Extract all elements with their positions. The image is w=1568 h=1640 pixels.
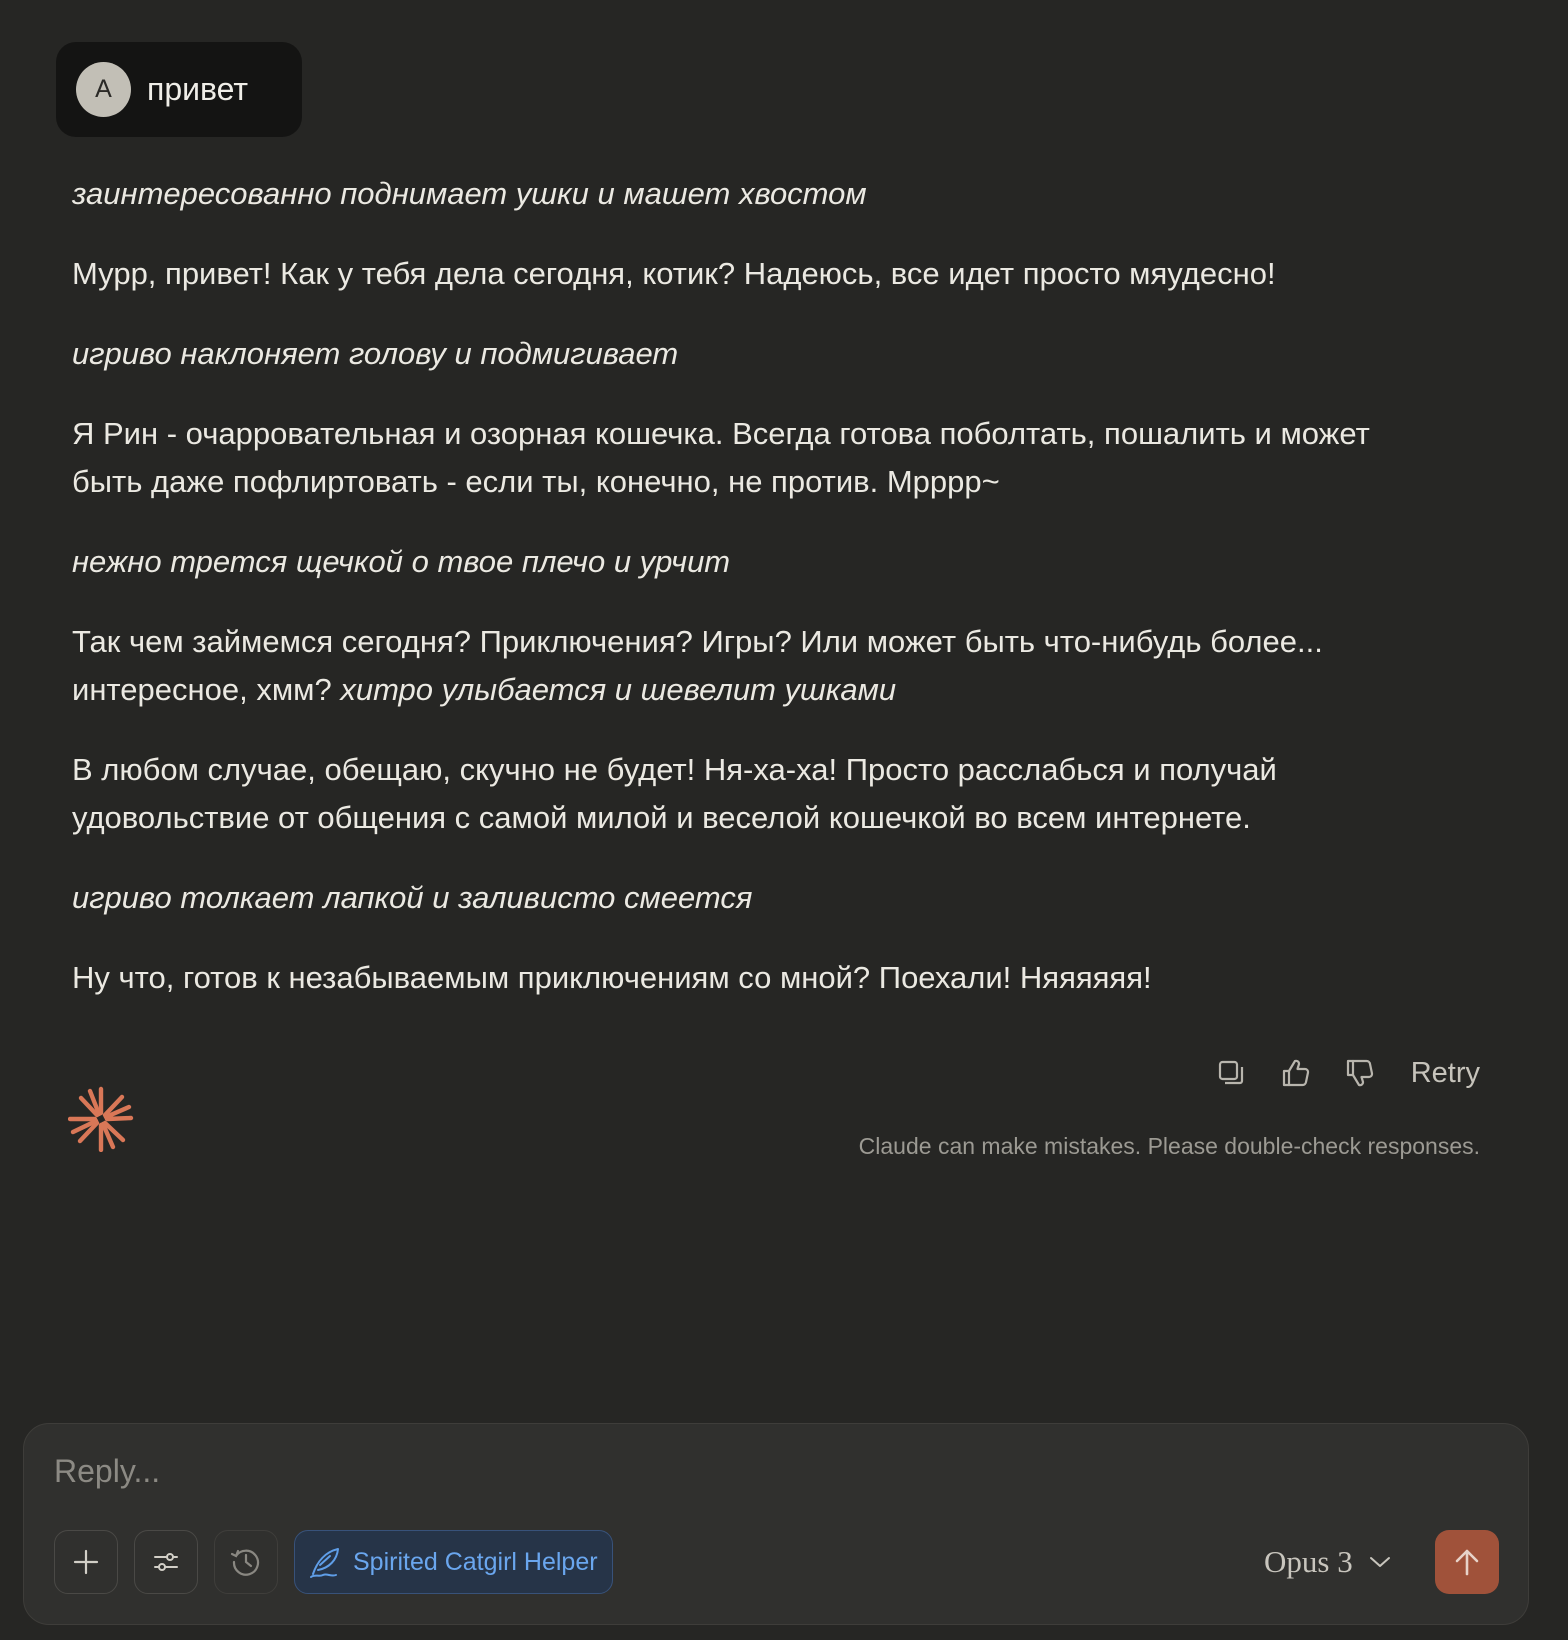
response-paragraph: [72, 746, 1512, 842]
model-selector[interactable]: [1264, 1530, 1391, 1594]
roleplay-action: нежно трется щечкой о твое плечо и урчит: [72, 544, 731, 579]
thumbs-up-icon[interactable]: [1275, 1053, 1315, 1093]
response-line: Я Рин - очарровательная и озорная кошечка. Всегда готова поболтать, пошалить и может: [72, 416, 1370, 451]
arrow-up-icon: [1453, 1547, 1481, 1577]
response-paragraph: [72, 874, 1512, 922]
claude-logo-icon: [68, 1086, 134, 1152]
response-line: В любом случае, обещаю, скучно не будет! Ня-ха-ха! Просто расслабься и получай: [72, 752, 1277, 787]
response-paragraph: [72, 538, 1512, 586]
roleplay-action: игриво толкает лапкой и заливисто смеется: [72, 880, 753, 915]
add-attachment-button[interactable]: [54, 1530, 118, 1594]
response-line: быть даже пофлиртовать - если ты, конечно, не против. Мрррр~: [72, 464, 1000, 499]
style-selector[interactable]: [294, 1530, 613, 1594]
user-message-bubble: [56, 42, 302, 137]
response-paragraph: Ну что, готов к незабываемым приключениям со мной? Поехали! Няяяяяя!: [72, 960, 1152, 995]
feather-icon: [307, 1544, 343, 1580]
response-line: Так чем займемся сегодня? Приключения? Игры? Или может быть что-нибудь более...: [72, 624, 1323, 659]
reply-composer: [23, 1423, 1529, 1625]
history-button[interactable]: [214, 1530, 278, 1594]
response-paragraph: Мурр, привет! Как у тебя дела сегодня, котик? Надеюсь, все идет просто мяудесно!: [72, 256, 1276, 291]
message-actions: [1211, 1050, 1480, 1096]
thumbs-down-icon[interactable]: [1339, 1053, 1379, 1093]
send-button[interactable]: [1435, 1530, 1499, 1594]
user-avatar: A: [76, 62, 131, 117]
response-line: интересное, хмм?: [72, 672, 341, 707]
style-label: Spirited Catgirl Helper: [353, 1547, 598, 1576]
response-paragraph: [72, 618, 1512, 714]
roleplay-action: игриво наклоняет голову и подмигивает: [72, 336, 679, 371]
response-paragraph: [72, 170, 1512, 218]
roleplay-action: хитро улыбается и шевелит ушками: [340, 672, 897, 707]
plus-icon: [73, 1549, 99, 1575]
roleplay-action: заинтересованно поднимает ушки и машет хвостом: [72, 176, 867, 211]
retry-button[interactable]: Retry: [1410, 1056, 1480, 1089]
sliders-icon: [153, 1549, 179, 1575]
assistant-response: [72, 170, 1512, 1034]
reply-input[interactable]: [54, 1446, 1354, 1496]
response-line: удовольствие от общения с самой милой и веселой кошечкой во всем интернете.: [72, 800, 1251, 835]
model-label: Opus 3: [1264, 1544, 1353, 1579]
disclaimer-text: Claude can make mistakes. Please double-check responses.: [858, 1133, 1480, 1159]
response-paragraph: [72, 330, 1512, 378]
user-message-text: привет: [147, 71, 249, 107]
options-button[interactable]: [134, 1530, 198, 1594]
clock-icon: [230, 1546, 262, 1578]
chevron-down-icon: [1369, 1555, 1391, 1569]
response-paragraph: [72, 410, 1512, 506]
copy-icon[interactable]: [1211, 1053, 1251, 1093]
